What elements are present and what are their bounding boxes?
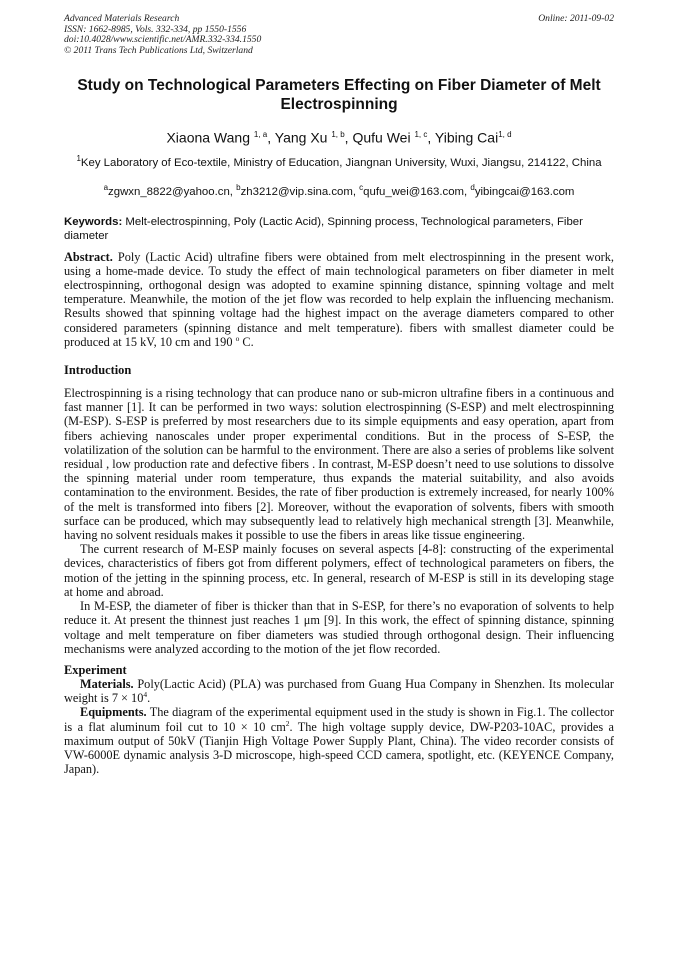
abstract-end: C. [239,334,254,349]
keywords-text: Melt-electrospinning, Poly (Lactic Acid), Spinning process, Technological parameters, Fiber diameter [64,215,583,243]
introduction-heading: Introduction [64,363,132,378]
email-sup: c [359,182,364,192]
materials-label: Materials. [80,676,134,691]
degree-sup: o [235,333,240,343]
author-name: Yang Xu [274,130,328,147]
email-text: zh3212@vip.sina.com, [240,185,360,198]
equipments-label: Equipments. [80,705,147,720]
affiliation-text: Key Laboratory of Eco-textile, Ministry of Education, Jiangnan University, Wuxi, Jiangsu, 214122, China [80,156,602,169]
email-sup: d [470,182,475,192]
author-list: Xiaona Wang $^{1, a}$, Yang Xu $^{1, b}$, Qufu Wei $^{1, c}$, Yibing Cai$^{1, d}$ [166,130,512,147]
keywords [64,215,614,244]
abstract-text: Poly (Lactic Acid) ultrafine fibers were obtained from melt electrospinning in the present work, using a home-made device. To study the effect of main technological parameters on fiber diameter in melt electrospinning, orthogonal design was adopted to examine spinning distance, spinning voltage and melt temperature. Meanwhile, the motion of the jet flow was recorded to help explain the influencing mechanism. Results showed that spinning voltage had the highest impact on the average diameters compared to other considered parameters (spinning distance and melt temperature). fibers with smallest diameter could be produced at 15 kV, 10 cm and 190 [64,249,614,349]
author-sup: 1, d [498,130,512,140]
equipments-paragraph [64,705,614,776]
journal-name: Advanced Materials Research [64,13,180,24]
experiment-heading: Experiment [64,662,127,677]
email-sup: a [103,182,109,192]
intro-paragraph-3: In M-ESP, the diameter of fiber is thicker than that in S-ESP, for there’s no evaporation of solvents to help reduce it. At present the thinnest just reaches 1 μm [9]. In this work, the effect of spinning distance, spinning voltage and melt temperature on fiber diameters was studied through orthogonal design. Their influencing mechanisms were analyzed according to the motion of the jet flow recorded. [64,599,614,656]
author-name: Xiaona Wang [166,130,250,147]
issn-line: ISSN: 1662-8985, Vols. 332-334, pp 1550-1556 [64,23,247,35]
equipments-text: The diagram of the experimental equipment used in the study is shown in Fig.1. The collector is a flat aluminum foil cut to 10 × 10 cm [64,705,614,734]
email-text: qufu_wei@163.com, [363,185,471,198]
affiliation-sup: 1 [76,154,81,164]
author-sup: 1, a [253,130,268,140]
email-text: yibingcai@163.com [474,185,575,198]
author-name: Qufu Wei [352,130,411,147]
journal-header [64,14,614,56]
author-sup: 1, c [414,130,428,140]
paper-title: Study on Technological Parameters Effecting on Fiber Diameter of Melt Electrospinning [77,77,601,114]
abstract [64,250,614,349]
intro-paragraph-2: The current research of M-ESP mainly focuses on several aspects [4-8]: constructing of the experimental devices, characteristics of fibers got from different polymers, effect of technological parameters on fibers, the motion of the jetting in the spinning process, etc. In general, research of M-ESP is still in its developing stage at home and abroad. [64,542,614,599]
online-date: Online: 2011-09-02 [538,13,614,24]
author-sup: 1, b [331,130,345,140]
doi-line: doi:10.4028/www.scientific.net/AMR.332-334.1550 [64,34,262,46]
exponent-sup: 4 [143,690,148,700]
materials-text: Poly(Lactic Acid) (PLA) was purchased from Guang Hua Company in Shenzhen. Its molecular weight is 7 × 10 [64,676,614,706]
materials-paragraph [64,677,614,705]
copyright-line: © 2011 Trans Tech Publications Ltd, Switzerland [64,44,253,56]
email-list [64,180,614,200]
materials-end: . [147,691,151,706]
keywords-label: Keywords: [64,215,123,228]
email-sup: b [236,182,241,192]
email-text: zgwxn_8822@yahoo.cn, [108,185,237,198]
intro-paragraph-1: Electrospinning is a rising technology that can produce nano or sub-micron ultrafine fibers in a continuous and fast manner [1]. It can be performed in two ways: solution electrospinning (S-ESP) and melt electrospinning (M-ESP). S-ESP is preferred by most researchers due to its simple equipments and easy operation, apart from fibers achieving nanoscales under proper experimental conditions. But in the process of S-ESP, the volatilization of the solution can be harmful to the environment. There are also a series of problems like solvent residual , low production rate and defective fibers . In contrast, M-ESP doesn’t need to use solutions to dissolve the spinning material under room temperature, thus expands the material suitability, and also avoids contamination to the environment. Besides, the rate of fiber production is extremely increased, for nearly 100% of the melt is transformed into fibers [2]. Moreover, without the evaporation of solvents, fibers with smooth surface can be produced, which may subsequently lead to relatively high mechanical strength [3]. Meanwhile, having no solvent residuals makes it possible to use the fibers in areas like tissue engineering. [64,386,614,543]
equipments-end: . The high voltage supply device, DW-P203-10AC, provides a maximum output of 50kV (Tianjin High Voltage Power Supply Plant, China). The video recorder consists of VW-6000E dynamic analysis 3-D microscope, high-speed CCD camera, spotlight, etc. (KEYENCE Company, Japan). [64,719,614,777]
paper-page [64,14,614,776]
exponent-sup: 2 [285,718,290,728]
affiliation [64,151,614,171]
author-name: Yibing Cai [434,130,499,147]
abstract-label: Abstract. [64,249,113,264]
